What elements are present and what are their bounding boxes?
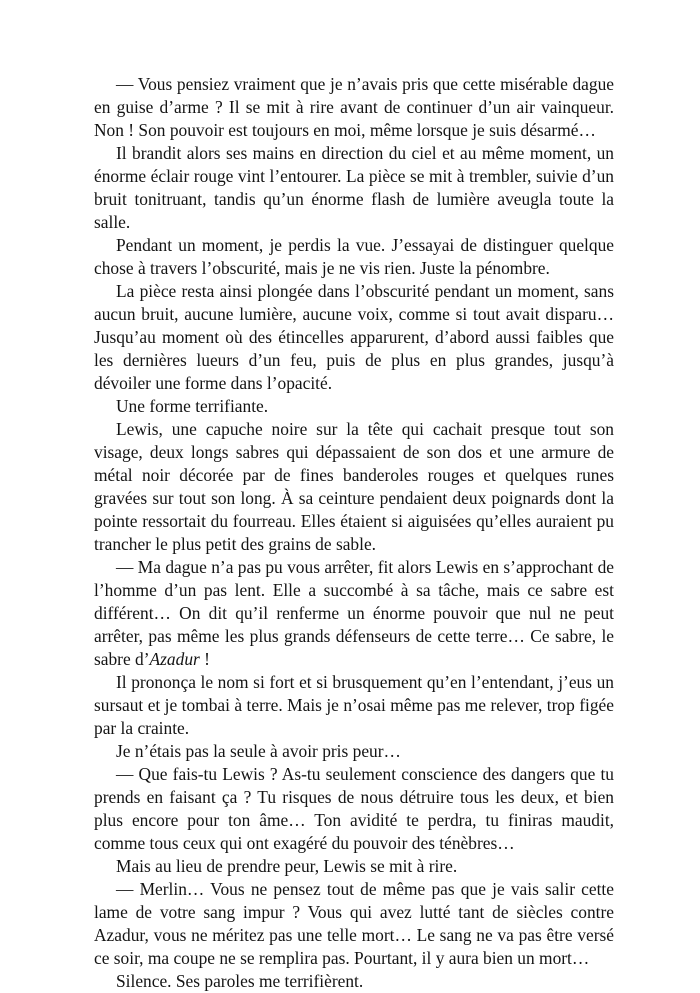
paragraph-5: Une forme terrifiante. [116,396,269,416]
paragraph-7-text: — Ma dague n’a pas pu vous arrêter, fit alors Lewis en s’approchant de l’homme d’un pas lent. Elle a succombé à sa tâche, mais ce sabre est différent… On dit qu’il renferme un énorme pouvoir que nul ne peut arrêter, pas même les plus grands défenseurs de cette terre… Ce sabre, le sabre d’ [94,557,614,669]
azadur-italic: Azadur [149,649,200,669]
paragraph-6: Lewis, une capuche noire sur la tête qui cachait presque tout son visage, deux longs sabres qui dépassaient de son dos et une armure de métal noir décorée par de fines banderoles rouges et quelques runes gravées sur tout son long. À sa ceinture pendaient deux poignards dont la pointe ressortait du fourreau. Elles étaient si aiguisées qu’elles auraient pu trancher le plus petit des grains de sable. [94,419,614,554]
paragraph-9: Je n’étais pas la seule à avoir pris peur… [116,741,401,761]
paragraph-8: Il prononça le nom si fort et si brusquement qu’en l’entendant, j’eus un sursaut et je tombai à terre. Mais je n’osai même pas me relever, trop figée par la crainte. [94,672,614,738]
paragraph-12: — Merlin… Vous ne pensez tout de même pas que je vais salir cette lame de votre sang impur ? Vous qui avez lutté tant de siècles contre Azadur, vous ne méritez pas une telle mort… Le sang ne va pas être versé ce soir, ma coupe ne se remplira pas. Pourtant, il y aura bien un mort… [94,879,614,968]
paragraph-13: Silence. Ses paroles me terrifièrent. [116,971,364,991]
paragraph-7-tail: ! [199,649,210,669]
paragraph-7 [94,556,614,671]
page-text [94,73,614,993]
paragraph-1: — Vous pensiez vraiment que je n’avais pris que cette misérable dague en guise d’arme ? Il se mit à rire avant de continuer d’un air vainqueur. Non ! Son pouvoir est toujours en moi, même lorsque je suis désarmé… [94,74,614,140]
paragraph-3: Pendant un moment, je perdis la vue. J’essayai de distinguer quelque chose à travers l’obscurité, mais je ne vis rien. Juste la pénombre. [94,235,614,278]
paragraph-2: Il brandit alors ses mains en direction du ciel et au même moment, un énorme éclair rouge vint l’entourer. La pièce se mit à trembler, suivie d’un bruit tonitruant, tandis qu’un énorme flash de lumière aveugla toute la salle. [94,143,614,232]
paragraph-11: Mais au lieu de prendre peur, Lewis se mit à rire. [116,856,458,876]
paragraph-10: — Que fais-tu Lewis ? As-tu seulement conscience des dangers que tu prends en faisant ça ? Tu risques de nous détruire tous les deux, et bien plus encore pour ton âme… Ton avidité te perdra, tu finiras maudit, comme tous ceux qui ont exagéré du pouvoir des ténèbres… [94,764,614,853]
paragraph-4: La pièce resta ainsi plongée dans l’obscurité pendant un moment, sans aucun bruit, aucune lumière, aucune voix, comme si tout avait disparu… Jusqu’au moment où des étincelles apparurent, d’abord aussi faibles que les dernières lueurs d’un feu, puis de plus en plus grandes, jusqu’à dévoiler une forme dans l’opacité. [94,281,614,393]
